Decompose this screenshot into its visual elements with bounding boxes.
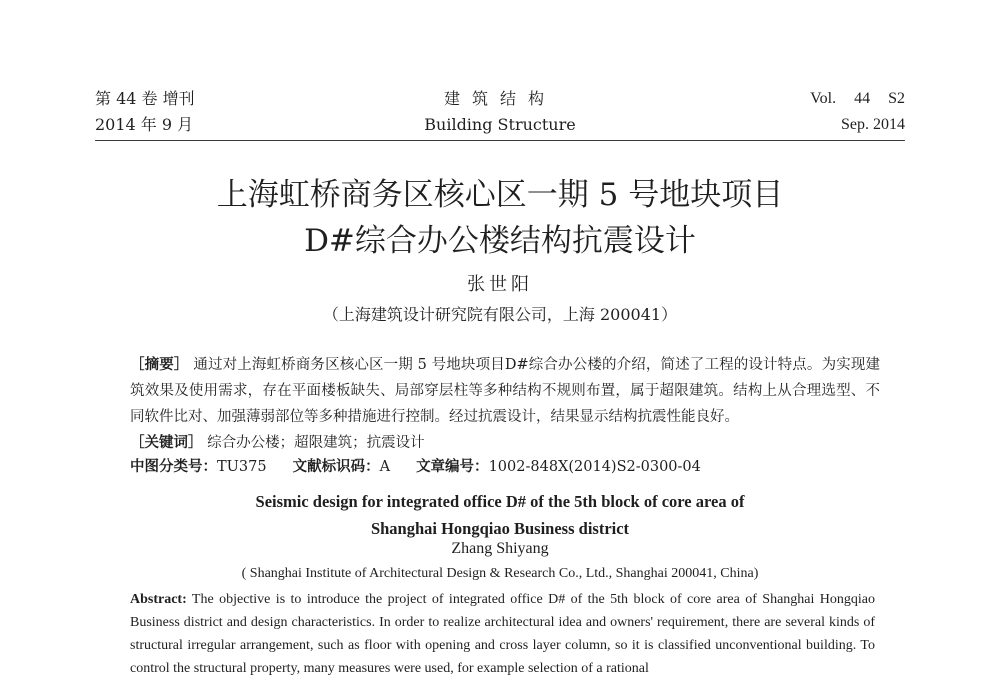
volume-issue: 第 44 卷 增刊 <box>95 89 195 108</box>
paper-title-zh <box>0 172 1000 264</box>
abstract-en <box>130 588 875 680</box>
author-en: Zhang Shiyang <box>451 540 549 557</box>
author-zh: 张世阳 <box>467 274 533 295</box>
doc-code-value: A <box>379 459 391 475</box>
paper-title-en-line2: Shanghai Hongqiao Business district <box>370 519 630 538</box>
keywords-zh-text: 综合办公楼；超限建筑；抗震设计 <box>207 435 425 451</box>
clc-label: 中图分类号： <box>130 458 217 475</box>
classification-line <box>130 456 880 478</box>
article-number-label: 文章编号： <box>416 458 489 475</box>
abstract-zh-text: 通过对上海虹桥商务区核心区一期 5 号地块项目D#综合办公楼的介绍，简述了工程的设计特点。为实现建筑效果及使用需求，存在平面楼板缺失、局部穿层柱等多种结构不规则布置，属于超限建筑。结构上从合理选型、不同软件比对、加强薄弱部位等多种措施进行控制。经过抗震设计，结果显示结构抗震性能良好。 <box>130 357 880 425</box>
abstract-zh-label: ［摘要］ <box>130 356 189 373</box>
affiliation-en: ( Shanghai Institute of Architectural Design & Research Co., Ltd., Shanghai 200041, China) <box>241 566 759 581</box>
publication-date-en: Sep. 2014 <box>841 116 905 133</box>
affiliation-zh: （上海建筑设计研究院有限公司，上海 200041） <box>322 305 678 324</box>
header-rule <box>95 140 905 141</box>
journal-name-zh: 建筑结构 <box>443 89 556 108</box>
paper-title-en <box>0 488 1000 542</box>
abstract-zh <box>130 352 880 430</box>
abstract-en-text: The objective is to introduce the project of integrated office D# of the 5th block of core area of Shanghai Hongqiao Business district and design characteristics. In order to realize architectural idea and owners' requirement, there are several kinds of structural irregular arrangement, such as floor with opening and cross layer column, so it is classified unconventional building. To control the structural property, many measures were used, for example selection of a rational <box>130 592 876 676</box>
journal-name-en: Building Structure <box>424 115 576 134</box>
journal-volume-info-en <box>810 86 905 138</box>
paper-title-zh-line1: 上海虹桥商务区核心区一期 5 号地块项目 <box>216 177 784 213</box>
doc-code-label: 文献标识码： <box>292 458 380 475</box>
paper-title-en-line1: Seismic design for integrated office D# of the 5th block of core area of <box>255 492 745 511</box>
paper-title-zh-line2: D#综合办公楼结构抗震设计 <box>304 223 696 259</box>
volume-issue-en: Vol. 44 S2 <box>810 90 905 107</box>
abstract-en-label: Abstract: <box>130 592 187 607</box>
article-number-value: 1002-848X(2014)S2-0300-04 <box>488 459 701 475</box>
keywords-zh-label: ［关键词］ <box>130 434 203 451</box>
publication-date: 2014 年 9 月 <box>95 115 194 134</box>
clc-value: TU375 <box>217 459 267 475</box>
keywords-zh <box>130 432 880 454</box>
